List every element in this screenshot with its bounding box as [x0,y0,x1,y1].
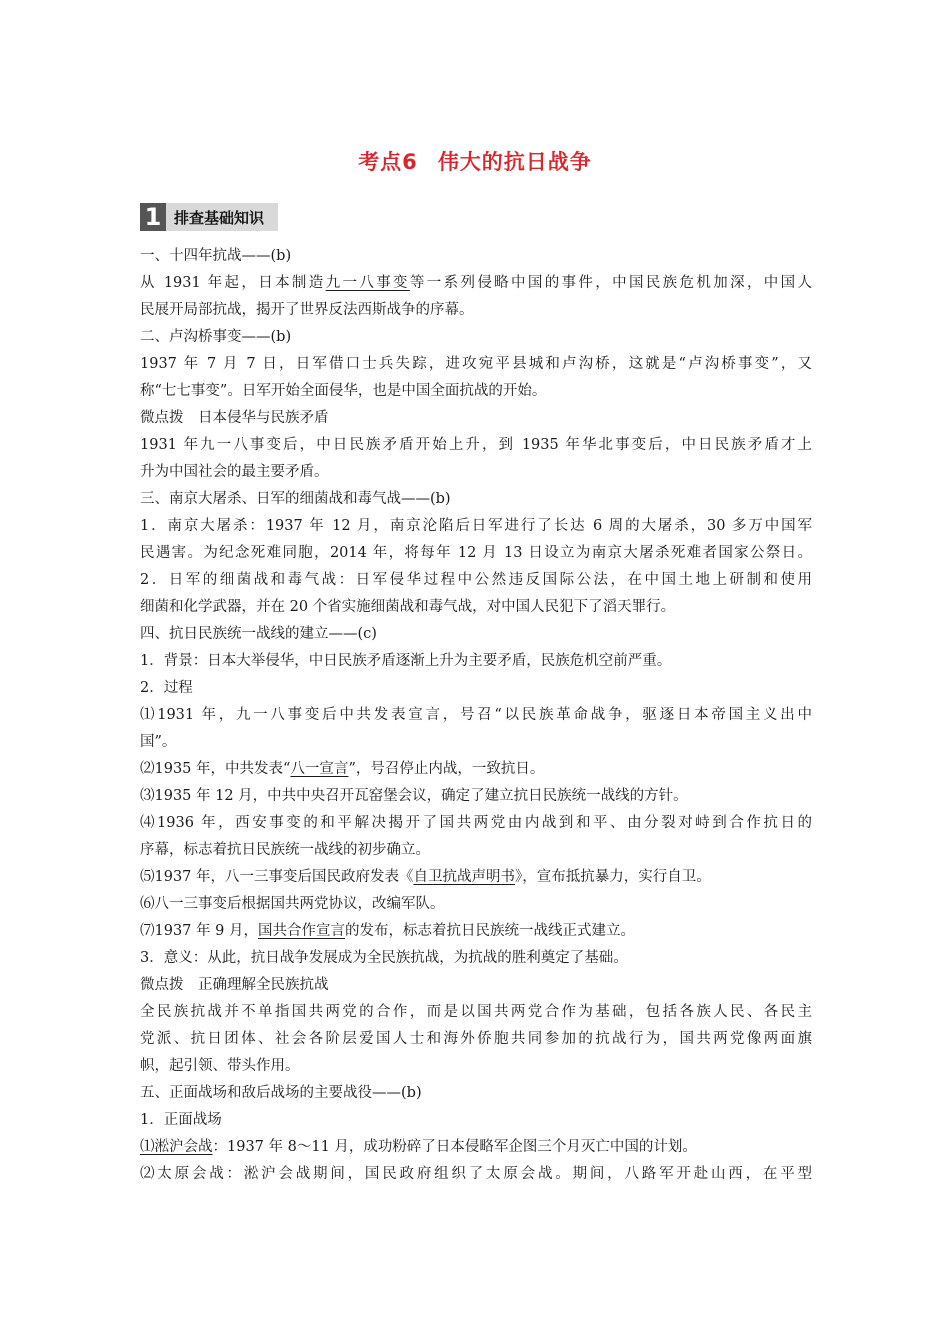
section-badge [140,203,278,231]
text-span: ⑺1937 年 9 月， [140,923,258,939]
underlined-term: 九一八事变 [325,275,410,291]
text-span: ⑵1935 年，中共发表“ [140,761,291,777]
paragraph-line: 1937 年 7 月 7 日，日军借口士兵失踪，进攻宛平县城和卢沟桥，这就是“卢沟桥事变”，又 [140,356,812,372]
paragraph-line: 民遇害。为纪念死难同胞，2014 年，将每年 12 月 13 日设立为南京大屠杀死难者国家公祭日。 [140,545,812,561]
page-title [0,146,950,176]
paragraph-line: 升为中国社会的最主要矛盾。 [140,464,329,480]
text-span: ⑸1937 年，八一三事变后国民政府发表《 [140,869,414,885]
paragraph-line: ⑶1935 年 12 月，中共中央召开瓦窑堡会议，确定了建立抗日民族统一战线的方针。 [140,788,688,804]
paragraph-line [140,270,812,297]
section-heading: 二、卢沟桥事变——(b) [140,329,292,345]
paragraph-line: 2．日军的细菌战和毒气战：日军侵华过程中公然违反国际公法，在中国土地上研制和使用 [140,572,812,588]
paragraph-line: 细菌和化学武器，并在 20 个省实施细菌战和毒气战，对中国人民犯下了滔天罪行。 [140,599,676,615]
text-span: 等一系列侵略中国的事件，中国民族危机加深，中国人 [409,275,812,291]
paragraph-line: 帜，起引领、带头作用。 [140,1058,300,1074]
title-text: 伟大的抗日战争 [437,150,592,174]
tip-heading: 微点拨 日本侵华与民族矛盾 [140,410,329,426]
section-heading: 五、正面战场和敌后战场的主要战役——(b) [140,1085,422,1101]
section-badge-number: 1 [140,203,166,231]
paragraph-line: 1931 年九一八事变后，中日民族矛盾开始上升，到 1935 年华北事变后，中日民族矛盾才上 [140,437,812,453]
text-span: 》，宣布抵抗暴力，实行自卫。 [515,869,711,885]
paragraph-line: 全民族抗战并不单指国共两党的合作，而是以国共两党合作为基础，包括各族人民、各民主 [140,1004,812,1020]
paragraph-line: ⑴1931 年，九一八事变后中共发表宣言，号召“以民族革命战争，驱逐日本帝国主义出中 [140,707,812,723]
paragraph-line: 1．背景：日本大举侵华，中日民族矛盾逐渐上升为主要矛盾，民族危机空前严重。 [140,653,672,669]
underlined-term: 八一宣言 [290,761,349,777]
section-badge-label: 排查基础知识 [166,203,278,231]
document-body [140,243,812,1188]
paragraph-line: 3．意义：从此，抗日战争发展成为全民族抗战，为抗战的胜利奠定了基础。 [140,950,628,966]
paragraph-line [140,756,812,783]
section-heading: 三、南京大屠杀、日军的细菌战和毒气战——(b) [140,491,451,507]
paragraph-line [140,918,812,945]
paragraph-line: 1．南京大屠杀：1937 年 12 月，南京沦陷后日军进行了长达 6 周的大屠杀，30 多万中国军 [140,518,812,534]
tip-heading: 微点拨 正确理解全民族抗战 [140,977,329,993]
text-span: ”，号召停止内战，一致抗日。 [348,761,545,777]
paragraph-line: 民展开局部抗战，揭开了世界反法西斯战争的序幕。 [140,302,474,318]
text-span: ：1937 年 8～11 月，成功粉碎了日本侵略军企图三个月灭亡中国的计划。 [212,1139,697,1155]
paragraph-line [140,1134,812,1161]
underlined-term: 国共合作宣言 [257,923,345,939]
text-span: 从 1931 年起，日本制造 [140,275,326,291]
paragraph-line: 序幕，标志着抗日民族统一战线的初步确立。 [140,842,430,858]
paragraph-line: ⑵太原会战：淞沪会战期间，国民政府组织了太原会战。期间，八路军开赴山西，在平型 [140,1166,812,1182]
paragraph-line: 称“七七事变”。日军开始全面侵华，也是中国全面抗战的开始。 [140,383,547,399]
paragraph-line: 党派、抗日团体、社会各阶层爱国人士和海外侨胞共同参加的抗战行为，国共两党像两面旗 [140,1031,812,1047]
paragraph-line [140,864,812,891]
underlined-term: ⑴淞沪会战 [140,1139,213,1155]
text-span: 的发布，标志着抗日民族统一战线正式建立。 [344,923,635,939]
paragraph-line: ⑷1936 年，西安事变的和平解决揭开了国共两党由内战到和平、由分裂对峙到合作抗日的 [140,815,812,831]
section-heading: 四、抗日民族统一战线的建立——(c) [140,626,377,642]
paragraph-line: 1．正面战场 [140,1112,222,1128]
section-heading: 一、十四年抗战——(b) [140,248,292,264]
paragraph-line: 国”。 [140,734,177,750]
paragraph-line: 2．过程 [140,680,193,696]
title-number: 考点6 [358,150,418,174]
paragraph-line: ⑹八一三事变后根据国共两党协议，改编军队。 [140,896,445,912]
underlined-term: 自卫抗战声明书 [413,869,516,885]
